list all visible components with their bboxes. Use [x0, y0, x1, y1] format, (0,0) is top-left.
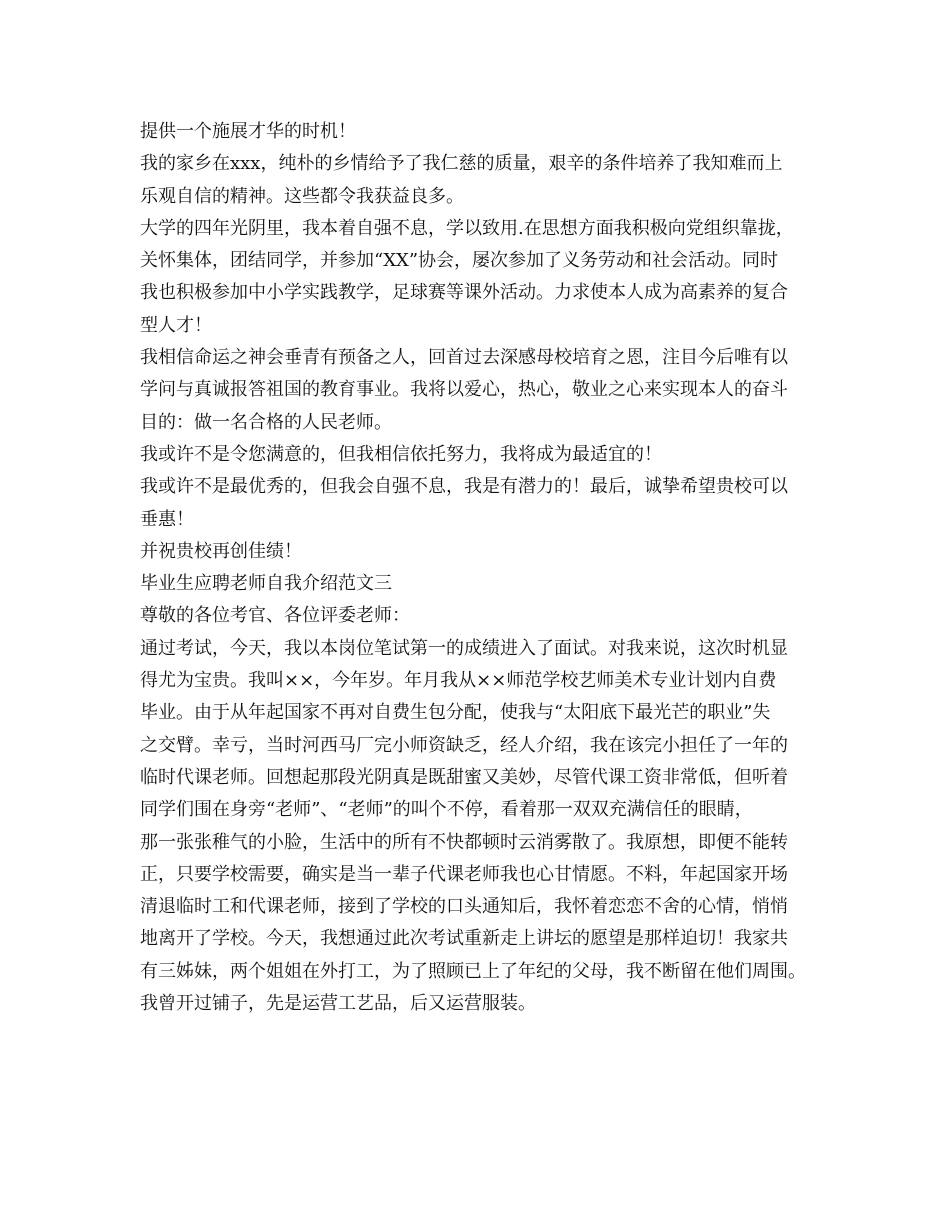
text-line: 垂惠！: [140, 508, 194, 530]
text-line: 并祝贵校再创佳绩！: [140, 540, 302, 562]
text-line: 通过考试，今天，我以本岗位笔试第一的成绩进入了面试。对我来说，这次时机显: [140, 637, 788, 659]
salutation: 尊敬的各位考官、各位评委老师：: [140, 605, 410, 627]
text-line: 之交臂。幸亏，当时河西马厂完小师资缺乏，经人介绍，我在该完小担任了一年的: [140, 734, 788, 756]
text-line: 毕业。由于从年起国家不再对自费生包分配，使我与“太阳底下最光芒的职业”失: [140, 702, 771, 724]
text-line: 型人才！: [140, 314, 212, 336]
text-line: 学问与真诚报答祖国的教育事业。我将以爱心，热心，敬业之心来实现本人的奋斗: [140, 379, 788, 401]
text-line: 关怀集体，团结同学，并参加“XX”协会，屡次参加了义务劳动和社会活动。同时: [140, 250, 779, 272]
document-body: [140, 116, 830, 1020]
section-heading: 毕业生应聘老师自我介绍范文三: [140, 573, 392, 595]
text-line: 我的家乡在xxx，纯朴的乡情给予了我仁慈的质量，艰辛的条件培养了我知难而上: [140, 153, 783, 175]
text-line: 大学的四年光阴里，我本着自强不息，学以致用.在思想方面我积极向党组织靠拢，: [140, 217, 794, 239]
text-line: 清退临时工和代课老师，接到了学校的口头通知后，我怀着恋恋不舍的心情，悄悄: [140, 896, 788, 918]
text-line: 我或许不是令您满意的，但我相信依托努力，我将成为最适宜的！: [140, 443, 662, 465]
text-line: 乐观自信的精神。这些都令我获益良多。: [140, 185, 464, 207]
text-line: 目的：做一名合格的人民老师。: [140, 411, 392, 433]
text-line: 有三姊妹，两个姐姐在外打工，为了照顾已上了年纪的父母，我不断留在他们周围。: [140, 960, 806, 982]
text-line: 我曾开过铺子，先是运营工艺品，后又运营服装。: [140, 993, 536, 1015]
text-line: 提供一个施展才华的时机！: [140, 121, 356, 142]
text-line: 我也积极参加中小学实践教学，足球赛等课外活动。力求使本人成为高素养的复合: [140, 282, 788, 304]
text-line: 地离开了学校。今天，我想通过此次考试重新走上讲坛的愿望是那样迫切！我家共: [140, 928, 788, 950]
text-line: 正，只要学校需要，确实是当一辈子代课老师我也心甘情愿。不料，年起国家开场: [140, 863, 788, 885]
text-line: 我或许不是最优秀的，但我会自强不息，我是有潜力的！最后，诚挚希望贵校可以: [140, 476, 788, 498]
text-line: 临时代课老师。回想起那段光阴真是既甜蜜又美妙，尽管代课工资非常低，但听着: [140, 766, 788, 788]
text-line: 那一张张稚气的小脸，生活中的所有不快都顿时云消雾散了。我原想，即便不能转: [140, 831, 788, 853]
text-line: 同学们围在身旁“老师”、“老师”的叫个不停，看着那一双双充满信任的眼睛，: [140, 799, 753, 821]
text-line: 我相信命运之神会垂青有预备之人，回首过去深感母校培育之恩，注目今后唯有以: [140, 347, 788, 369]
text-line: 得尤为宝贵。我叫××，今年岁。年月我从××师范学校艺师美术专业计划内自费: [140, 670, 777, 692]
